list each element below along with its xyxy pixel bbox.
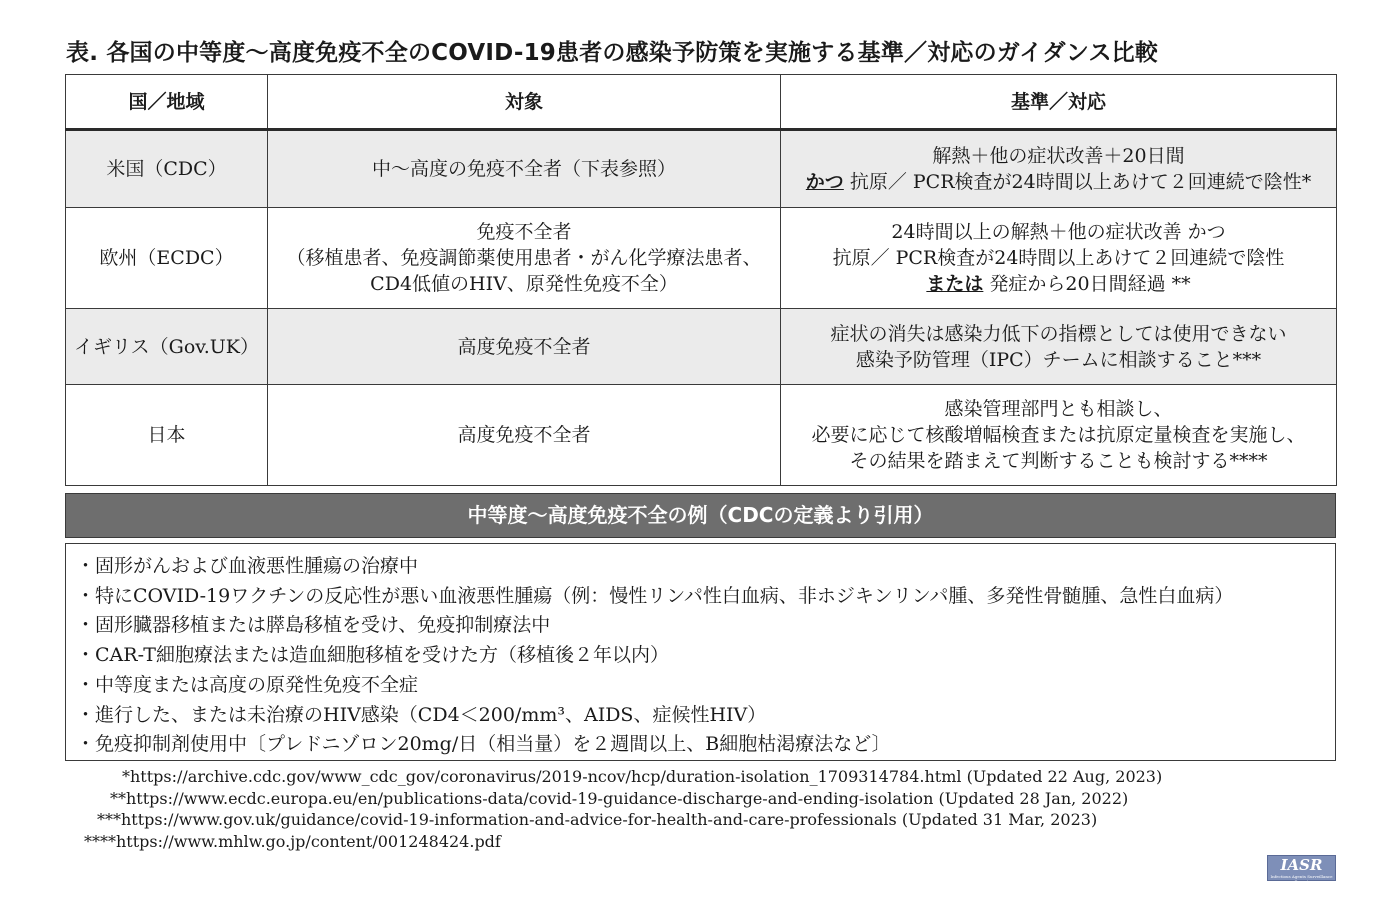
target-line: （移植患者、免疫調節薬使用患者・がん化学療法患者、 xyxy=(286,247,762,269)
criteria-line: 24時間以上の解熱＋他の症状改善 かつ xyxy=(891,221,1226,243)
header-region: 国／地域 xyxy=(66,75,268,130)
criteria-cell xyxy=(781,385,1337,486)
list-item: ・固形臓器移植または膵島移植を受け、免疫抑制療法中 xyxy=(76,614,551,637)
reference-link[interactable]: ***https://www.gov.uk/guidance/covid-19-information-and-advice-for-health-and-care-professionals (Updated 31 Mar, 2023) xyxy=(97,810,1098,829)
table-row xyxy=(66,309,1337,385)
table-row xyxy=(66,385,1337,486)
criteria-line: 必要に応じて核酸増幅検査または抗原定量検査を実施し、 xyxy=(811,424,1306,446)
target-cell xyxy=(268,208,781,309)
criteria-line: または 発症から20日間経過 ** xyxy=(926,273,1191,295)
table-row xyxy=(66,208,1337,309)
target-cell xyxy=(268,130,781,208)
page-title: 表. 各国の中等度〜高度免疫不全のCOVID-19患者の感染予防策を実施する基準／対応のガイダンス比較 xyxy=(66,40,1159,66)
criteria-cell xyxy=(781,208,1337,309)
criteria-cell xyxy=(781,309,1337,385)
target-line: CD4低値のHIV、原発性免疫不全） xyxy=(370,273,678,295)
region-cell: 日本 xyxy=(66,385,268,486)
target-line: 中〜高度の免疫不全者（下表参照） xyxy=(371,158,676,180)
list-item: ・CAR-T細胞療法または造血細胞移植を受けた方（移植後２年以内） xyxy=(76,644,669,667)
references-list xyxy=(84,766,1162,852)
criteria-cell xyxy=(781,130,1337,208)
criteria-line: かつ 抗原／ PCR検査が24時間以上あけて２回連続で陰性* xyxy=(805,171,1312,193)
reference-link[interactable]: ****https://www.mhlw.go.jp/content/001248424.pdf xyxy=(84,831,501,851)
criteria-line: その結果を踏まえて判断することも検討する**** xyxy=(849,450,1268,472)
table-header-row xyxy=(66,75,1337,130)
examples-list xyxy=(65,543,1336,761)
list-item: ・進行した、または未治療のHIV感染（CD4＜200/mm³、AIDS、症候性HIV） xyxy=(76,703,767,726)
criteria-line: 抗原／ PCR検査が24時間以上あけて２回連続で陰性 xyxy=(832,247,1285,269)
emphasis-text: または xyxy=(926,273,984,295)
guidance-comparison-table xyxy=(65,74,1337,486)
table-row xyxy=(66,130,1337,208)
target-line: 高度免疫不全者 xyxy=(457,424,591,446)
target-line: 高度免疫不全者 xyxy=(457,335,591,358)
list-item: ・中等度または高度の原発性免疫不全症 xyxy=(76,673,419,696)
region-cell: 米国（CDC） xyxy=(66,130,268,208)
region-cell: イギリス（Gov.UK） xyxy=(66,309,268,385)
list-item: ・固形がんおよび血液悪性腫瘍の治療中 xyxy=(76,555,419,577)
target-line: 免疫不全者 xyxy=(476,221,572,243)
iasr-logo: IASR Infectious Agents Surveillance Report xyxy=(1267,855,1336,881)
emphasis-text: かつ xyxy=(805,171,844,193)
examples-heading: 中等度〜高度免疫不全の例（CDCの定義より引用） xyxy=(65,493,1336,538)
criteria-line: 感染管理部門とも相談し、 xyxy=(944,398,1173,420)
region-cell: 欧州（ECDC） xyxy=(66,208,268,309)
header-criteria: 基準／対応 xyxy=(781,75,1337,130)
reference-link[interactable]: **https://www.ecdc.europa.eu/en/publications-data/covid-19-guidance-discharge-and-ending-isolation (Updated 28 Jan, 2022) xyxy=(110,788,1129,808)
criteria-line: 感染予防管理（IPC）チームに相談すること*** xyxy=(855,348,1262,371)
header-target: 対象 xyxy=(268,75,781,130)
target-cell xyxy=(268,385,781,486)
criteria-line: 解熱＋他の症状改善＋20日間 xyxy=(932,145,1185,167)
criteria-line: 症状の消失は感染力低下の指標としては使用できない xyxy=(830,322,1287,345)
reference-link[interactable]: *https://archive.cdc.gov/www_cdc_gov/coronavirus/2019-ncov/hcp/duration-isolation_1709314784.html (Updated 22 Aug, 2023) xyxy=(122,767,1163,786)
list-item: ・免疫抑制剤使用中〔プレドニゾロン20mg/日（相当量）を２週間以上、B細胞枯渇療法など〕 xyxy=(76,733,891,756)
list-item: ・特にCOVID-19ワクチンの反応性が悪い血液悪性腫瘍（例：慢性リンパ性白血病、非ホジキンリンパ腫、多発性骨髄腫、急性白血病） xyxy=(76,584,1234,607)
target-cell xyxy=(268,309,781,385)
